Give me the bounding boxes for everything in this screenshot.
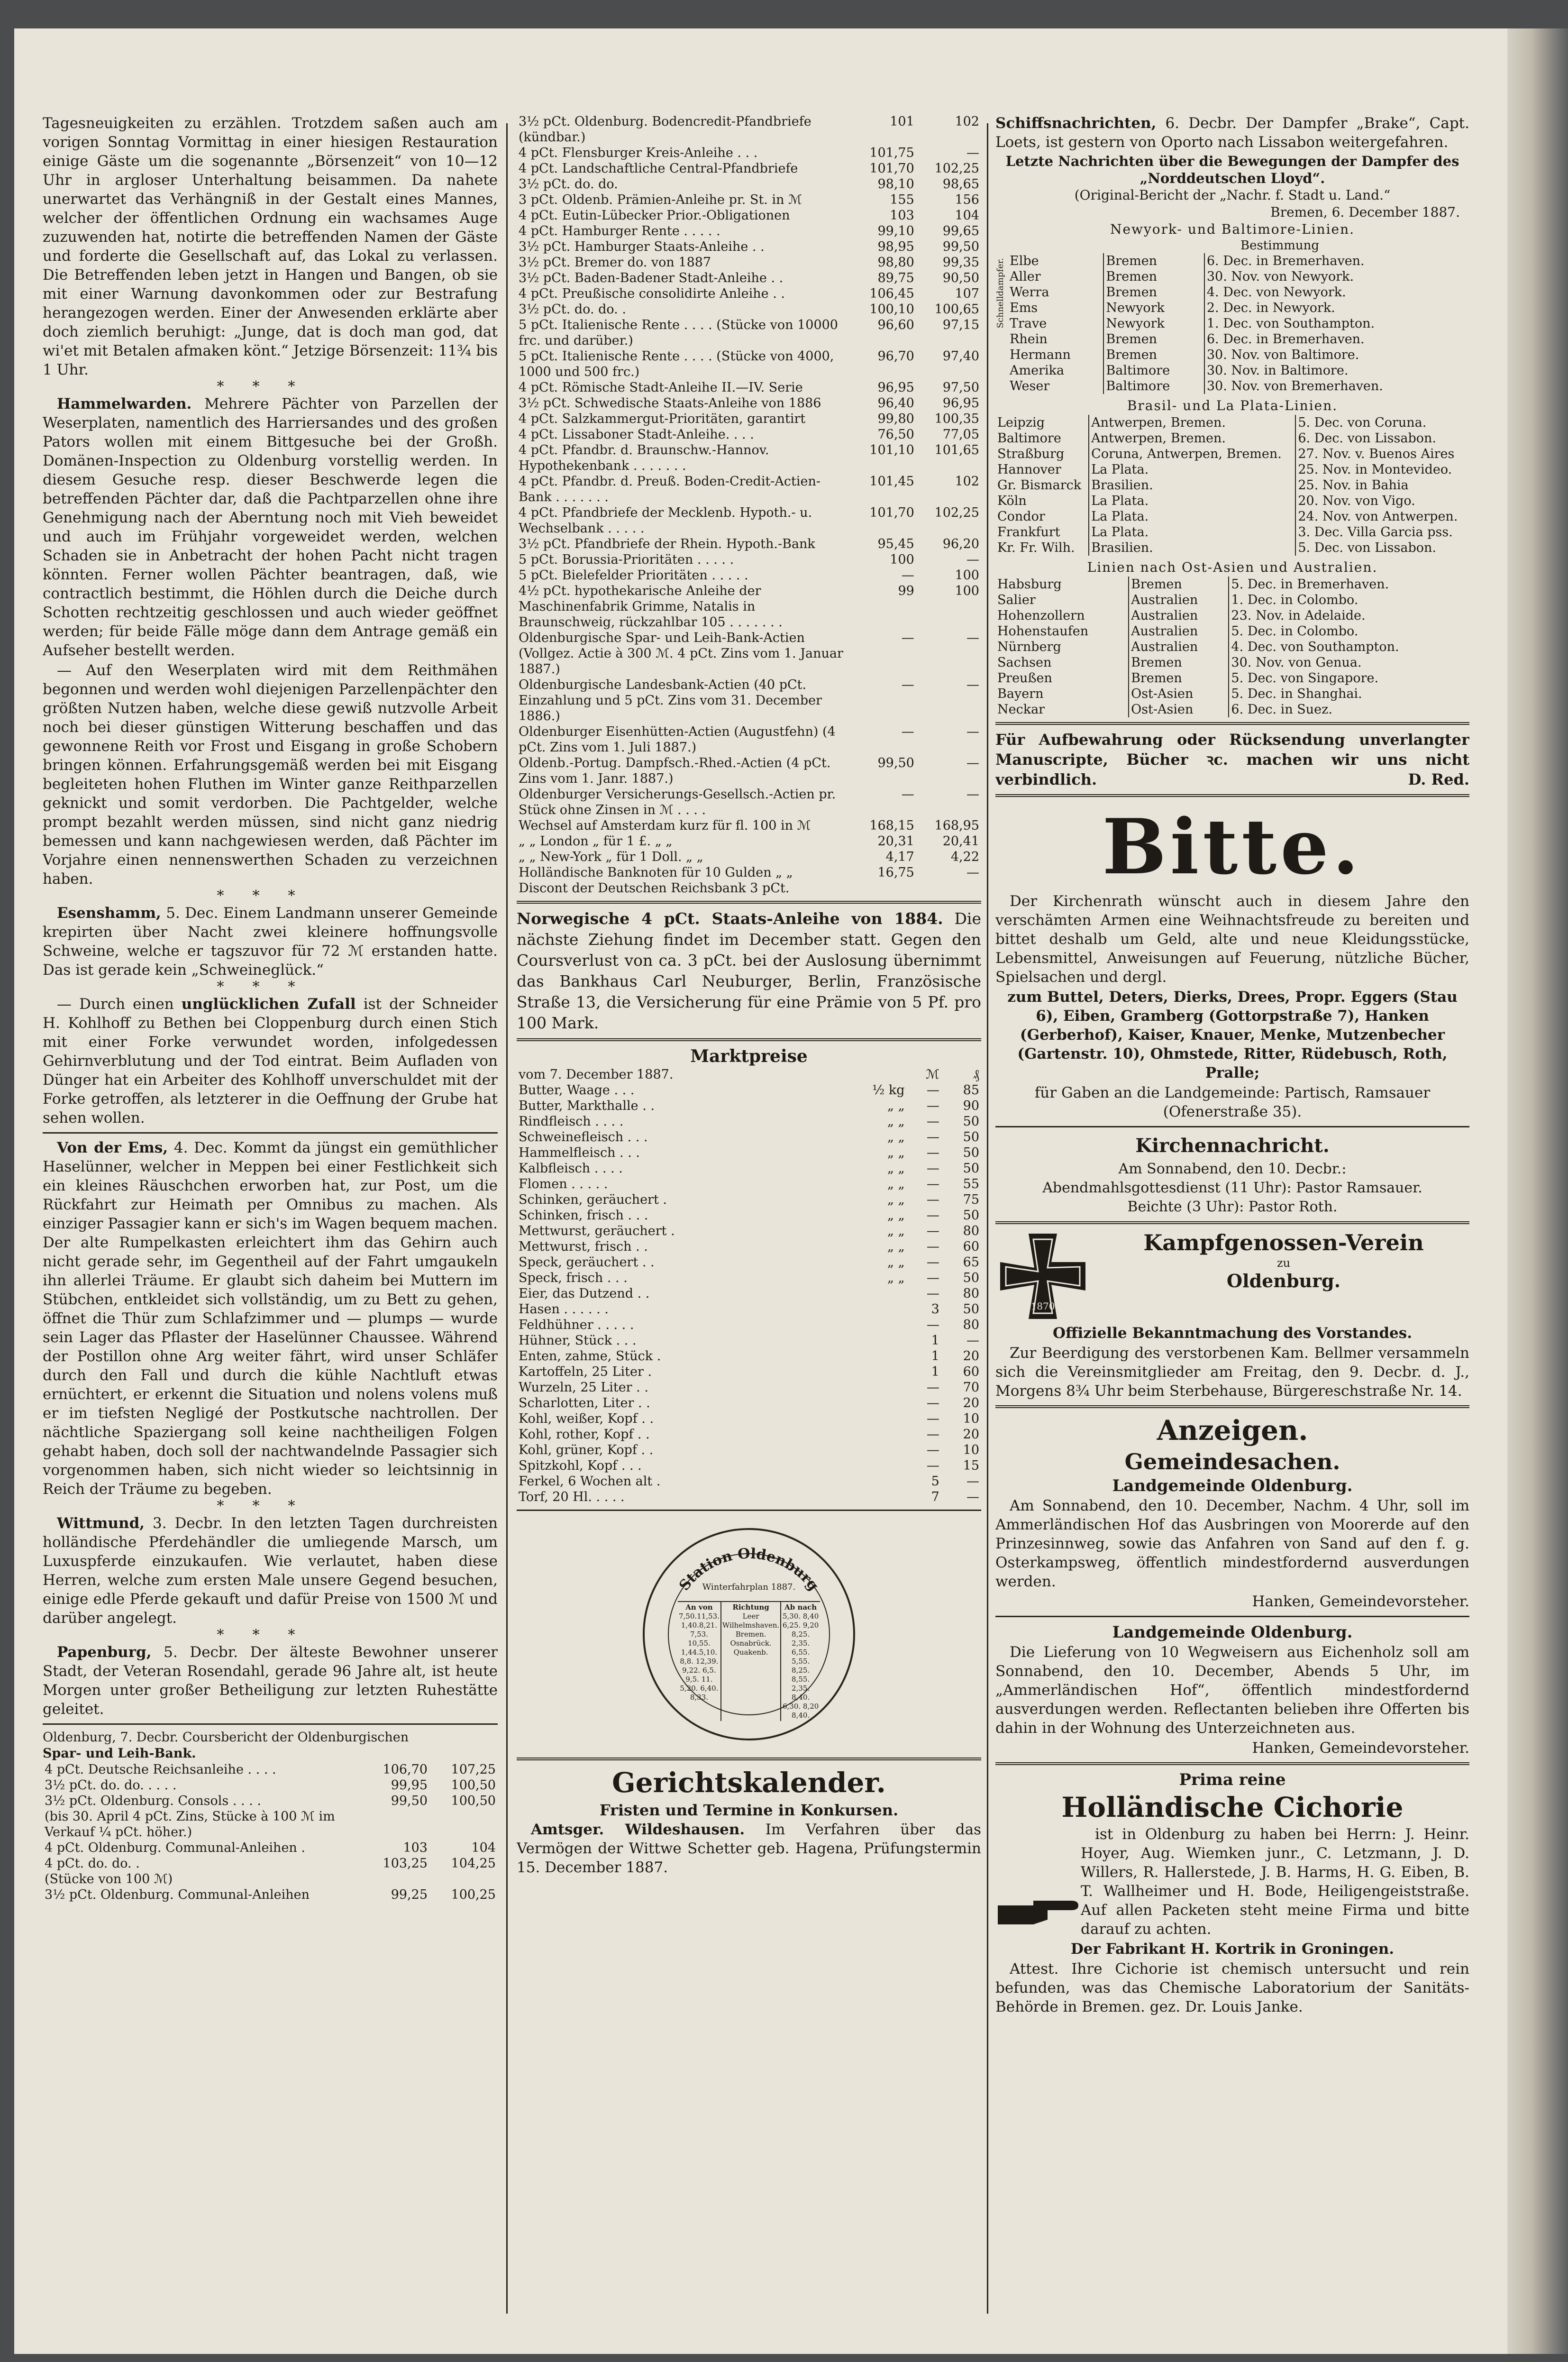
table-row: Holländische Banknoten für 10 Gulden „ „ 16,75 — bbox=[519, 865, 979, 880]
column-1 bbox=[43, 114, 498, 2342]
cichorie-fabrikant: Der Fabrikant H. Kortrik in Groningen. bbox=[1070, 1941, 1395, 1958]
table-row: 3½ pCt. Hamburger Staats-Anleihe . . 98,95 99,50 bbox=[519, 239, 979, 254]
table-row: Spitzkohl, Kopf . . . — 15 bbox=[519, 1458, 979, 1473]
table-row: 4 pCt. Pfandbr. d. Preuß. Boden-Credit-Actien-Bank . . . . . . . 101,45 102 bbox=[519, 474, 979, 504]
table-row: „ „ London „ für 1 £. „ „ 20,31 20,41 bbox=[519, 834, 979, 849]
table-row: Köln La Plata. 20. Nov. von Vigo. bbox=[995, 493, 1469, 509]
divider bbox=[995, 1126, 1469, 1127]
table-row: 4 pCt. Preußische consolidirte Anleihe . . 106,45 107 bbox=[519, 286, 979, 301]
divider bbox=[517, 1038, 981, 1041]
schnelldampfer-label: Schnelldampfer. bbox=[995, 258, 1005, 329]
table-row: 5 pCt. Italienische Rente . . . . (Stücke von 4000, 1000 und 500 frc.) 96,70 97,40 bbox=[519, 349, 979, 379]
kampfgenossen-title: Kampfgenossen-Verein bbox=[1143, 1230, 1424, 1255]
table-row: 5 pCt. Bielefelder Prioritäten . . . . . — 100 bbox=[519, 568, 979, 583]
table-row: Weser Baltimore 30. Nov. von Bremerhaven. bbox=[1008, 378, 1469, 394]
table-row: Oldenb.-Portug. Dampfsch.-Rhed.-Actien (4 pCt. Zins vom 1. Janr. 1887.) 99,50 — bbox=[519, 756, 979, 786]
table-row: Hannover La Plata. 25. Nov. in Montevideo. bbox=[995, 462, 1469, 477]
article-weserplaten: — Auf den Weserplaten wird mit dem Reithmähen begonnen und werden wohl diejenigen Parzellenpächter den größten Nutzen haben, welche diese gewiß nutzvolle Arbeit noch bei dieser günstigen Witterung beschaffen und das gewonnene Reith vor Frost und Eisgang in große Schobern bringen können. Erfahrungsgemäß werden bei mit Eisgang begleiteten hohen Fluthen im Winter ganze Reithparzellen geknickt und somit verdorben. Die Pachtgelder, welche prompt bezahlt werden müssen, sind nicht ganz niedrig bemessen und kann nachgewiesen werden, daß Pächter im Vorjahre einen nennenswerthen Schaden zu verzeichnen haben. bbox=[43, 662, 498, 888]
table-row: 5 pCt. Italienische Rente . . . . (Stücke von 10000 frc. und darüber.) 96,60 97,15 bbox=[519, 318, 979, 348]
article-ems: Von der Ems, 4. Dec. Kommt da jüngst ein gemüthlicher Haselünner, welcher in Meppen bei einer Festlichkeit sich ein kleines Räuschchen erworben hat, zur Post, um die Rückfahrt zur Heimath per Omnibus zu machen. Als einziger Passagier kann er sich's im Wagen bequem machen. Der alte Rumpelkasten erleichtert ihm das Gehirn auch nicht gerade sehr, im Gegentheil auf der Fahrt umgaukeln ihn allerlei Träume. Er glaubt sich daheim bei Muttern im Stübchen, entkleidet sich vollständig, um zu Bett zu gehen, öffnet die Thür zum Schlafzimmer und — plumps — wurde sein Lager das Pflaster der Haselünner Chaussee. Während der Postillon ohne Arg weiter fährt, wird unser Schläfer durch den Fall und durch die kühle Nachtluft etwas ernüchtert, er erkennt die Situation und nolens volens muß er im tiefsten Negligé der Postkutsche nachtrollen. Der nächtliche Spaziergang soll keine nachtheiligen Folgen gehabt haben, doch soll der nachtwandelnde Passagier sich vorgenommen haben, sich nicht wieder so leichtsinnig in Reich der Träume zu begeben. bbox=[43, 1139, 498, 1498]
table-row: (Stücke von 100 ℳ) bbox=[45, 1872, 173, 1886]
table-row: Hammelfleisch . . . „ „ — 50 bbox=[519, 1145, 979, 1160]
landgemeinde-text-2: Die Lieferung von 10 Wegweisern aus Eichenholz soll am Sonnabend, den 10. December, Abends 5 Uhr, im „Ammerländischen Hof“, öffentlich mindestfordernd ausverdungen werden. Reflectanten belieben ihre Offerten bis dahin in der Wohnung des Unterzeichneten aus. bbox=[995, 1644, 1469, 1737]
landgemeinde-title-2: Landgemeinde Oldenburg. bbox=[1112, 1623, 1353, 1642]
table-row: Sachsen Bremen 30. Nov. von Genua. bbox=[995, 655, 1469, 670]
table-row: 4 pCt. Landschaftliche Central-Pfandbriefe 101,70 102,25 bbox=[519, 161, 979, 176]
table-row: Oldenburger Eisenhütten-Actien (Augustfehn) (4 pCt. Zins vom 1. Juli 1887.) — — bbox=[519, 724, 979, 755]
station-columns: An von 7,50.11,53. 1,40.8,21. 7,53. 10,55. 1,44.5,10. 8,8. 12,39. 9,22. 6,5. 9,5. 11. 5,20. 6,40. 8,33. Richtung Leer Wilhelmshaven. Bremen. Osnabrück. Quakenb. Ab nach 5,30. 8,40 6,25. 9,20 8,25. 2,35. 6,55. 5,55. 8,25. 8,55. 2,35. 8,40. 6,30. 8,20 8,40. bbox=[678, 1601, 820, 1721]
table-row: 3½ pCt. Pfandbriefe der Rhein. Hypoth.-Bank 95,45 96,20 bbox=[519, 537, 979, 551]
landgemeinde-sig-2: Hanken, Gemeindevorsteher. bbox=[1252, 1739, 1469, 1757]
editorial-notice: Für Aufbewahrung oder Rücksendung unverlangter Manuscripte, Bücher ꝛc. machen wir uns nicht verbindlich. D. Red. bbox=[995, 731, 1469, 788]
table-row: Hohenzollern Australien 23. Nov. in Adelaide. bbox=[995, 608, 1469, 623]
table-row: Hühner, Stück . . . 1 — bbox=[519, 1333, 979, 1348]
kampf-subtitle: Offizielle Bekanntmachung des Vorstandes. bbox=[1052, 1325, 1413, 1342]
separator-stars: *** bbox=[217, 1627, 324, 1643]
column-rule bbox=[506, 123, 508, 2314]
table-row: 3 pCt. Oldenb. Prämien-Anleihe pr. St. in ℳ 155 156 bbox=[519, 192, 979, 207]
table-row: Wurzeln, 25 Liter . . — 70 bbox=[519, 1380, 979, 1395]
table-row: (bis 30. April 4 pCt. Zins, Stücke à 100 ℳ im Verkauf ¼ pCt. höher.) bbox=[45, 1809, 335, 1840]
line-heading-asien: Linien nach Ost-Asien und Australien. bbox=[1087, 559, 1378, 575]
table-row: Rindfleisch . . . . „ „ — 50 bbox=[519, 1114, 979, 1129]
separator-stars: *** bbox=[217, 888, 324, 904]
article-heading: Wittmund, bbox=[57, 1515, 145, 1532]
marktpreise-title: Marktpreise bbox=[690, 1046, 808, 1066]
table-row: 4 pCt. Pfandbriefe der Mecklenb. Hypoth.- u. Wechselbank . . . . . 101,70 102,25 bbox=[519, 505, 979, 536]
anzeigen-title: Anzeigen. bbox=[1157, 1414, 1308, 1446]
table-row: Condor La Plata. 24. Nov. von Antwerpen. bbox=[995, 509, 1469, 524]
table-row: Schweinefleisch . . . „ „ — 50 bbox=[519, 1130, 979, 1144]
newspaper-page bbox=[14, 28, 1507, 2354]
table-row: Hasen . . . . . . 3 50 bbox=[519, 1302, 979, 1317]
gemeindesachen-title: Gemeindesachen. bbox=[1124, 1449, 1340, 1474]
kursbericht-table bbox=[43, 1762, 498, 1903]
table-row: Leipzig Antwerpen, Bremen. 5. Dec. von Coruna. bbox=[995, 415, 1469, 430]
table-row: Schinken, geräuchert . „ „ — 75 bbox=[519, 1192, 979, 1207]
article-heading: Papenburg, bbox=[57, 1644, 152, 1661]
separator-stars: *** bbox=[217, 378, 324, 395]
table-row: Werra Bremen 4. Dec. von Newyork. bbox=[1008, 284, 1469, 300]
landgemeinde-sig: Hanken, Gemeindevorsteher. bbox=[1252, 1593, 1469, 1610]
kursbericht-heading: Oldenburg, 7. Decbr. Coursbericht der Oldenburgischen bbox=[43, 1730, 409, 1745]
separator-stars: *** bbox=[217, 979, 324, 995]
table-row: 3½ pCt. Bremer do. von 1887 98,80 99,35 bbox=[519, 255, 979, 270]
cichorie-text: ist in Oldenburg zu haben bei Herrn: J. Heinr. Hoyer, Aug. Wiemken junr., C. Letzmann, J. D. Willers, R. Hallerstede, J. B. Harms, H. G. Eiben, B. T. Wallheimer und H. Bode, Heiligengeiststraße. Auf allen Packeten steht meine Firma und bitte darauf zu achten. bbox=[1081, 1826, 1469, 1938]
table-row: Flomen . . . . . „ „ — 55 bbox=[519, 1177, 979, 1191]
landgemeinde-title: Landgemeinde Oldenburg. bbox=[1112, 1476, 1353, 1495]
table-row: Wechsel auf Amsterdam kurz für fl. 100 in ℳ 168,15 168,95 bbox=[519, 818, 979, 833]
table-row: Butter, Markthalle . . „ „ — 90 bbox=[519, 1099, 979, 1113]
kursbericht-bank: Spar- und Leih-Bank. bbox=[43, 1746, 196, 1761]
line-heading-brasil: Brasil- und La Plata-Linien. bbox=[1127, 398, 1338, 413]
table-row: Ferkel, 6 Wochen alt . 5 — bbox=[519, 1474, 979, 1489]
table-row: Speck, geräuchert . . „ „ — 65 bbox=[519, 1255, 979, 1270]
table-row: 4 pCt. Oldenburg. Communal-Anleihen . 103 104 bbox=[45, 1840, 496, 1855]
table-row: Enten, zahme, Stück . 1 20 bbox=[519, 1349, 979, 1364]
kirchen-service: Abendmahlsgottesdienst (11 Uhr): Pastor Ramsauer. bbox=[1042, 1180, 1422, 1196]
station-subtitle: Winterfahrplan 1887. bbox=[702, 1582, 796, 1592]
table-row: Hohenstaufen Australien 5. Dec. in Colombo. bbox=[995, 623, 1469, 639]
table-row: Oldenburger Versicherungs-Gesellsch.-Actien pr. Stück ohne Zinsen in ℳ . . . . — — bbox=[519, 787, 979, 817]
article-esenshamm: Esenshamm, 5. Dec. Einem Landmann unserer Gemeinde krepirten über Nacht zwei kleinere hoffnungsvolle Schweine, welche er tagszuvor für 72 ℳ erstanden hatte. Das ist gerade kein „Schweineglück.“ bbox=[43, 905, 498, 979]
ship-table-newyork bbox=[1008, 253, 1469, 394]
lloyd-heading: Letzte Nachrichten über die Bewegungen der Dampfer des „Norddeutschen Lloyd“. bbox=[1005, 153, 1459, 186]
table-row: Habsburg Bremen 5. Dec. in Bremerhaven. bbox=[995, 577, 1469, 592]
bestimmung-label: Bestimmung bbox=[1240, 238, 1320, 253]
kampf-text: Zur Beerdigung des verstorbenen Kam. Bellmer versammeln sich die Vereinsmitglieder am Freitag, den 9. Decbr. d. J., Morgens 8¾ Uhr beim Sterbehause, Bürgereschstraße Nr. 14. bbox=[995, 1345, 1469, 1400]
article-heading: Hammelwarden. bbox=[57, 395, 192, 412]
table-row: Discont der Deutschen Reichsbank 3 pCt. bbox=[519, 881, 790, 896]
table-row: 4 pCt. Römische Stadt-Anleihe II.—IV. Serie 96,95 97,50 bbox=[519, 380, 979, 395]
kirchen-beichte: Beichte (3 Uhr): Pastor Roth. bbox=[1127, 1199, 1338, 1215]
divider bbox=[995, 722, 1469, 725]
table-row: 4½ pCt. hypothekarische Anleihe der Maschinenfabrik Grimme, Natalis in Braunschweig, rückzahlbar 105 . . . . . . . 99 100 bbox=[519, 584, 979, 630]
table-row: Trave Newyork 1. Dec. von Southampton. bbox=[1008, 316, 1469, 331]
divider bbox=[995, 1616, 1469, 1617]
table-row: Torf, 20 Hl. . . . . 7 — bbox=[519, 1490, 979, 1504]
kampf-city: Oldenburg. bbox=[1227, 1270, 1340, 1291]
article-papenburg: Papenburg, 5. Decbr. Der älteste Bewohner unserer Stadt, der Veteran Rosendahl, gerade 96 Jahre alt, ist heute Morgen unter großer Betheiligung zur letzten Ruhestätte geleitet. bbox=[43, 1644, 498, 1718]
table-row: Oldenburgische Landesbank-Actien (40 pCt. Einzahlung und 5 pCt. Zins vom 31. December 1886.) — — bbox=[519, 677, 979, 723]
station-timetable bbox=[640, 1525, 858, 1743]
article-heading: Esenshamm, bbox=[57, 905, 161, 922]
table-row: Amerika Baltimore 30. Nov. in Baltimore. bbox=[1008, 363, 1469, 378]
table-row: Baltimore Antwerpen, Bremen. 6. Dec. von Lissabon. bbox=[995, 430, 1469, 446]
table-row: Neckar Ost-Asien 6. Dec. in Suez. bbox=[995, 702, 1469, 717]
divider bbox=[517, 901, 981, 904]
article-heading: Von der Ems, bbox=[57, 1139, 168, 1156]
article-unfall: — Durch einen unglücklichen Zufall ist der Schneider H. Kohlhoff zu Bethen bei Cloppenburg durch einen Stich mit einer Forke verwundet worden, infolgedessen Gehirnverblutung und der Tod eintrat. Beim Aufladen von Dünger hat ein Arbeiter des Kohlhoff unverschuldet mit der Forke getroffen, als letzterer in die Oeffnung der Grube hat sehen wollen. bbox=[43, 996, 498, 1126]
table-row: 4 pCt. do. do. . 103,25 104,25 bbox=[45, 1856, 496, 1871]
ad-norwegische-anleihe: Norwegische 4 pCt. Staats-Anleihe von 1884. Die nächste Ziehung findet im December statt. Gegen den Coursverlust von ca. 3 pCt. bei der Auslosung übernimmt das Bankhaus Carl Neuburger, Berlin, Französische Straße 13, die Versicherung für eine Prämie von 5 Pf. pro 100 Mark. bbox=[517, 909, 981, 1032]
column-rule bbox=[987, 123, 988, 2314]
iron-cross-icon bbox=[995, 1229, 1090, 1324]
table-row: Salier Australien 1. Dec. in Colombo. bbox=[995, 592, 1469, 608]
table-row: Hermann Bremen 30. Nov. von Baltimore. bbox=[1008, 347, 1469, 363]
column-3 bbox=[995, 114, 1469, 2342]
table-row: 4 pCt. Eutin-Lübecker Prior.-Obligationen 103 104 bbox=[519, 208, 979, 223]
divider bbox=[995, 794, 1469, 797]
cichorie-attest: Attest. Ihre Cichorie ist chemisch untersucht und rein befunden, was das Chemische Laboratorium der Sanitäts-Behörde in Bremen. gez. Dr. Louis Janke. bbox=[995, 1960, 1469, 2015]
column-2 bbox=[517, 114, 981, 2342]
marktpreise-table: vom 7. December 1887. ℳ ₰ Butter, Waage . . . ½ kg — 85 Butter, Markthalle . . „ „ — 90 Rindfleisch . . . . „ „ — 50 Schweinefleisch . . . „ „ — 50 Hammelfleisch . . . „ „ — 50 Kalbfleisch . . . . „ „ — 50 Flomen . . . . . „ „ — 55 Schinken, geräuchert . „ „ — 75 Schinken, frisch . . . „ „ — 50 Mettwurst, geräuchert . „ „ — 80 Mettwurst, frisch . . „ „ — 60 Speck, geräuchert . . „ „ — 65 Speck, frisch . . . „ „ — 50 Eier, das Dutzend . . — 80 Hasen . . . . . . 3 50 Feldhühner . . . . . — 80 Hühner, Stück . . . 1 — Enten, zahme, Stück . 1 20 Kartoffeln, 25 Liter . 1 60 Wurzeln, 25 Liter . . — 70 Scharlotten, Liter . . — 20 Kohl, weißer, Kopf . . — 10 Kohl, rother, Kopf . . — 20 Kohl, grüner, Kopf . . — 10 Spitzkohl, Kopf . . . — 15 Ferkel, 6 Wochen alt . 5 — Torf, 20 Hl. . . . . 7 — bbox=[517, 1067, 981, 1505]
marktpreise-date: vom 7. December 1887. bbox=[519, 1067, 674, 1082]
kursbericht-table-continued bbox=[517, 114, 981, 896]
divider bbox=[995, 1221, 1469, 1224]
table-row: 5 pCt. Borussia-Prioritäten . . . . . 100 — bbox=[519, 552, 979, 567]
divider bbox=[43, 1132, 498, 1134]
table-row: Schinken, frisch . . . „ „ — 50 bbox=[519, 1208, 979, 1223]
table-row: Bayern Ost-Asien 5. Dec. in Shanghai. bbox=[995, 686, 1469, 702]
article-wittmund: Wittmund, 3. Decbr. In den letzten Tagen durchreisten holländische Pferdehändler die umliegende Marsch, um Luxuspferde einzukaufen. Wie verlautet, haben diese Herren, welche zum ersten Male unsere Gegend besuchen, einige edle Pferde gekauft und dafür Preise von 1500 ℳ und darüber angelegt. bbox=[43, 1515, 498, 1627]
table-row: Frankfurt La Plata. 3. Dec. Villa Garcia pss. bbox=[995, 524, 1469, 540]
table-row: Oldenburgische Spar- und Leih-Bank-Actien (Vollgez. Actie à 300 ℳ. 4 pCt. Zins vom 1. Januar 1887.) — — bbox=[519, 631, 979, 677]
table-row: „ „ New-York „ für 1 Doll. „ „ 4,17 4,22 bbox=[519, 850, 979, 864]
table-row: 3½ pCt. Oldenburg. Consols . . . . 99,50 100,50 bbox=[45, 1794, 496, 1808]
table-row: Kohl, grüner, Kopf . . — 10 bbox=[519, 1443, 979, 1457]
ship-table-asien bbox=[995, 577, 1469, 717]
table-row: Ems Newyork 2. Dec. in Newyork. bbox=[1008, 300, 1469, 316]
bitte-landgemeinde: für Gaben an die Landgemeinde: Partisch, Ramsauer (Ofenerstraße 35). bbox=[1034, 1084, 1431, 1120]
table-row: Kohl, rother, Kopf . . — 20 bbox=[519, 1427, 979, 1442]
svg-text:1870: 1870 bbox=[1030, 1300, 1055, 1312]
table-row: 4 pCt. Deutsche Reichsanleihe . . . . 106,70 107,25 bbox=[45, 1762, 496, 1777]
cichorie-title: Holländische Cichorie bbox=[1061, 1791, 1404, 1823]
table-row: Gr. Bismarck Brasilien. 25. Nov. in Bahia bbox=[995, 477, 1469, 493]
table-row: Butter, Waage . . . ½ kg — 85 bbox=[519, 1083, 979, 1098]
table-row: 4 pCt. Flensburger Kreis-Anleihe . . . 101,75 — bbox=[519, 146, 979, 160]
line-heading-newyork: Newyork- und Baltimore-Linien. bbox=[1110, 221, 1355, 237]
table-row: Kartoffeln, 25 Liter . 1 60 bbox=[519, 1364, 979, 1379]
table-row: 4 pCt. Hamburger Rente . . . . . 99,10 99,65 bbox=[519, 224, 979, 238]
divider bbox=[517, 1510, 981, 1511]
article-hammelwarden: Hammelwarden. Mehrere Pächter von Parzellen der Weserplaten, namentlich des Harriersandes und des großen Pators wollen mit einem Bittgesuche bei der Großh. Domänen-Inspection zu Oldenburg vorstellig werden. In diesem Gesuche resp. dieser Beschwerde legen die betreffenden Pächter dar, daß die Pachtparzellen ohne ihre Genehmigung nach der Aberntung noch mit Vieh beweidet und auch im Frühjahr vorgeweidet werden, welchen Schaden sie in Anbetracht der hohen Pacht nicht tragen könnten. Ferner wollen Pächter beantragen, daß, wie contractlich bestimmt, die Höhlen durch die Deiche durch Schotten rechtzeitig geschlossen und auch wieder geöffnet werden; für beide Fälle möge dann dem Antrage gemäß ein Aufseher bestellt werden. bbox=[43, 395, 498, 659]
table-row: Mettwurst, frisch . . „ „ — 60 bbox=[519, 1239, 979, 1254]
bitte-heading: Bitte. bbox=[1102, 802, 1363, 891]
table-row: Feldhühner . . . . . — 80 bbox=[519, 1318, 979, 1332]
table-row: 3½ pCt. Oldenburg. Bodencredit-Pfandbriefe (kündbar.) 101 102 bbox=[519, 114, 979, 145]
table-row: Straßburg Coruna, Antwerpen, Bremen. 27. Nov. v. Buenos Aires bbox=[995, 446, 1469, 462]
book-spine bbox=[1507, 28, 1568, 2354]
table-row: Kohl, weißer, Kopf . . — 10 bbox=[519, 1411, 979, 1426]
gerichtskalender-title: Gerichtskalender. bbox=[612, 1767, 886, 1799]
ship-table-brasil bbox=[995, 415, 1469, 556]
table-row: 4 pCt. Lissaboner Stadt-Anleihe. . . . 76,50 77,05 bbox=[519, 427, 979, 442]
table-row: Aller Bremen 30. Nov. von Newyork. bbox=[1008, 269, 1469, 284]
table-row: 4 pCt. Pfandbr. d. Braunschw.-Hannov. Hypothekenbank . . . . . . . 101,10 101,65 bbox=[519, 443, 979, 473]
gerichtskalender-entry: Amtsger. Wildeshausen. Im Verfahren über das Vermögen der Wittwe Schetter geb. Hagena, Prüfungstermin 15. December 1887. bbox=[517, 1821, 981, 1876]
lloyd-date: Bremen, 6. December 1887. bbox=[1270, 204, 1460, 220]
table-row: 4 pCt. Salzkammergut-Prioritäten, garantirt 99,80 100,35 bbox=[519, 412, 979, 426]
landgemeinde-text: Am Sonnabend, den 10. December, Nachm. 4 Uhr, soll im Ammerländischen Hof das Ausbringen von Moorerde auf den Prinzesinnweg, sowie das Anfahren von Sand auf den f. g. Osterkampsweg, öffentlich mindestfordernd ausverdungen werden. bbox=[995, 1497, 1469, 1590]
table-row: Preußen Bremen 5. Dec. von Singapore. bbox=[995, 670, 1469, 686]
table-row: 3½ pCt. Baden-Badener Stadt-Anleihe . . 89,75 90,50 bbox=[519, 271, 979, 285]
kirchen-date: Am Sonnabend, den 10. Decbr.: bbox=[1118, 1161, 1347, 1177]
article-boersenzeit: Tagesneuigkeiten zu erzählen. Trotzdem saßen auch am vorigen Sonntag Vormittag in einer hiesigen Restauration einige Gäste um die sogenannte „Börsenzeit“ von 10—12 Uhr in argloser Unterhaltung beisammen. Da nahete unerwartet das Verhängniß in der Gestalt eines Mannes, welcher der öffentlichen Ordnung ein wachsames Auge zuzuwenden hat, notirte die betreffenden Namen der Gäste und forderte die Gesellschaft auf, das Lokal zu verlassen. Die Betreffenden leben jetzt in Hangen und Bangen, ob sie mit einer Warnung davonkommen oder zur Bestrafung herangezogen werden. Einer der Anwesenden erklärte aber doch ziemlich beruhigt: „Junge, dat is doch man god, dat wi'et mit Betalen afmaken könt.“ Jetzige Börsenzeit: 11¾ bis 1 Uhr. bbox=[43, 115, 498, 378]
schiffsnachrichten: Schiffsnachrichten, 6. Decbr. Der Dampfer „Brake“, Capt. Loets, ist gestern von Oporto nach Lissabon weitergefahren. bbox=[995, 115, 1469, 151]
divider bbox=[995, 1405, 1469, 1408]
table-row: Scharlotten, Liter . . — 20 bbox=[519, 1396, 979, 1410]
pointing-hand-icon bbox=[995, 1891, 1081, 1934]
bitte-text: Der Kirchenrath wünscht auch in diesem Jahre den verschämten Armen eine Weihnachtsfreude zu bereiten und bittet deshalb um Geld, alte und neue Kleidungsstücke, Lebensmittel, Anweisungen auf Feuerung, nützliche Bücher, Spielsachen und dergl. bbox=[995, 893, 1469, 986]
table-row: 3½ pCt. do. do. . 100,10 100,65 bbox=[519, 302, 979, 317]
table-row: Speck, frisch . . . „ „ — 50 bbox=[519, 1271, 979, 1285]
lloyd-source: (Original-Bericht der „Nachr. f. Stadt u. Land.“ bbox=[1074, 187, 1391, 203]
kampf-zu: zu bbox=[1276, 1256, 1291, 1270]
table-row: 3½ pCt. Schwedische Staats-Anleihe von 1886 96,40 96,95 bbox=[519, 396, 979, 411]
cichorie-pre: Prima reine bbox=[1179, 1770, 1286, 1789]
table-row: 3½ pCt. do. do. . . . . 99,95 100,50 bbox=[45, 1778, 496, 1793]
gerichtskalender-subtitle: Fristen und Termine in Konkursen. bbox=[599, 1801, 899, 1819]
kirchennachricht-title: Kirchennachricht. bbox=[1135, 1135, 1330, 1157]
table-row: 3½ pCt. do. do. 98,10 98,65 bbox=[519, 177, 979, 192]
kampfgenossen-ad bbox=[995, 1229, 1469, 1324]
separator-stars: *** bbox=[217, 1498, 324, 1514]
table-row: Nürnberg Australien 4. Dec. von Southampton. bbox=[995, 639, 1469, 655]
divider bbox=[517, 1758, 981, 1760]
station-ring-text: Station Oldenburg bbox=[676, 1545, 822, 1594]
table-row: Eier, das Dutzend . . — 80 bbox=[519, 1286, 979, 1301]
table-row: Kalbfleisch . . . . „ „ — 50 bbox=[519, 1161, 979, 1176]
table-row: Kr. Fr. Wilh. Brasilien. 5. Dec. von Lissabon. bbox=[995, 540, 1469, 556]
divider bbox=[995, 1762, 1469, 1765]
bitte-names: zum Buttel, Deters, Dierks, Drees, Propr. Eggers (Stau 6), Eiben, Gramberg (Gottorpstraße 7), Hanken (Gerberhof), Kaiser, Knauer, Menke, Mutzenbecher (Gartenstr. 10), Ohmstede, Ritter, Rüdebusch, Roth, Pralle; bbox=[1007, 989, 1458, 1081]
table-row: Mettwurst, geräuchert . „ „ — 80 bbox=[519, 1224, 979, 1238]
table-row: Rhein Bremen 6. Dec. in Bremerhaven. bbox=[1008, 331, 1469, 347]
divider bbox=[43, 1723, 498, 1725]
table-row: Elbe Bremen 6. Dec. in Bremerhaven. bbox=[1008, 253, 1469, 269]
table-row: 3½ pCt. Oldenburg. Communal-Anleihen 99,25 100,25 bbox=[45, 1887, 496, 1902]
